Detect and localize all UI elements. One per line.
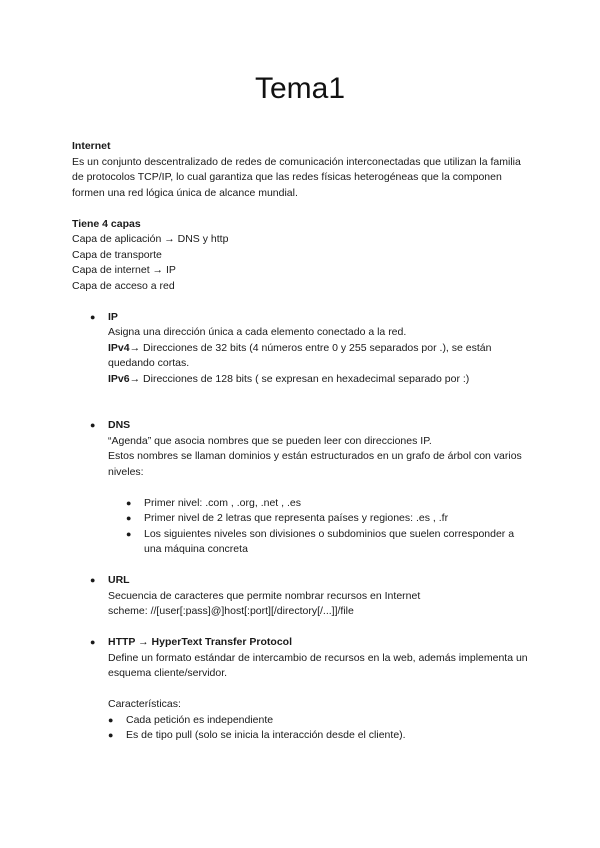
http-sublist	[90, 713, 532, 744]
dns-sublist	[108, 496, 532, 558]
dns-item-text: Primer nivel de 2 letras que representa países y regiones: .es , .fr	[144, 512, 449, 524]
topic-http	[72, 635, 532, 744]
layer-item: Capa de transporte	[72, 248, 162, 261]
list-item	[108, 496, 532, 512]
ipv6-line	[108, 372, 532, 388]
dns-heading: DNS	[108, 419, 131, 431]
dns-item-text: Los siguientes niveles son divisiones o subdominios que suelen corresponder a una máquina concreta	[144, 527, 515, 555]
topic-url	[72, 573, 532, 620]
http-heading: HTTP → HyperText Transfer Protocol	[108, 636, 292, 648]
topic-ip	[72, 310, 532, 388]
list-item	[90, 713, 532, 729]
list-item	[90, 728, 532, 744]
bullet-icon: ●	[90, 575, 96, 585]
bullet-icon: ●	[126, 497, 132, 508]
bullet-icon: ●	[90, 311, 96, 322]
http-line: Define un formato estándar de intercambio de recursos en la web, además implementa un esquema cliente/servidor.	[108, 651, 528, 679]
url-heading: URL	[108, 574, 130, 586]
http-item-text: Cada petición es independiente	[126, 713, 274, 726]
bullet-icon: ●	[90, 420, 96, 430]
layer-item: Capa de acceso a red	[72, 279, 175, 292]
document-body	[72, 139, 532, 744]
layer-item: Capa de internet → IP	[72, 264, 176, 276]
http-char-label: Características:	[108, 698, 181, 710]
internet-heading: Internet	[72, 140, 111, 152]
ipv6-text: → Direcciones de 128 bits ( se expresan en hexadecimal separado por :)	[129, 372, 470, 385]
topic-list	[72, 310, 532, 744]
bullet-icon: ●	[108, 714, 114, 725]
dns-item-text: Primer nivel: .com , .org, .net , .es	[144, 496, 301, 509]
layers-heading: Tiene 4 capas	[72, 217, 141, 230]
list-item	[108, 511, 532, 527]
ipv4-text: → Direcciones de 32 bits (4 números entre 0 y 255 separados por .), se están quedando cortas.	[108, 341, 492, 369]
list-item	[108, 527, 532, 558]
bullet-icon: ●	[90, 637, 96, 647]
bullet-icon: ●	[126, 513, 132, 523]
url-line: scheme: //[user[:pass]@]host[:port][/directory[/...]]/file	[108, 605, 354, 617]
ipv4-line	[108, 341, 532, 372]
dns-line: Estos nombres se llaman dominios y están estructurados en un grafo de árbol con varios niveles:	[108, 450, 522, 478]
bullet-icon: ●	[126, 528, 132, 539]
http-item-text: Es de tipo pull (solo se inicia la interacción desde el cliente).	[126, 729, 406, 741]
topic-dns	[72, 418, 532, 558]
bullet-icon: ●	[108, 730, 114, 740]
ipv4-label: IPv4	[108, 341, 130, 354]
dns-line: “Agenda” que asocia nombres que se pueden leer con direcciones IP.	[108, 434, 432, 447]
ip-line: Asigna una dirección única a cada elemento conectado a la red.	[108, 326, 407, 338]
ipv6-label: IPv6	[108, 372, 130, 385]
layer-item: Capa de aplicación → DNS y http	[72, 233, 229, 245]
url-line: Secuencia de caracteres que permite nombrar recursos en Internet	[108, 589, 421, 602]
internet-text: Es un conjunto descentralizado de redes de comunicación interconectadas que utilizan la familia de protocolos TCP/IP, lo cual garantiza que las redes físicas heterogéneas que la componen formen una red lógica única de alcance mundial.	[72, 155, 521, 199]
ip-heading: IP	[108, 310, 118, 323]
page-title: Tema1	[254, 72, 346, 105]
